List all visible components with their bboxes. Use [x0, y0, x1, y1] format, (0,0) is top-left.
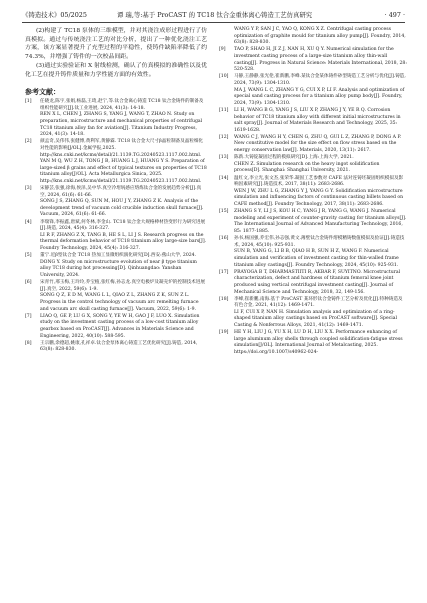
reference-text	[234, 74, 407, 107]
reference-entry	[25, 186, 207, 219]
reference-line: WEN J W, ZHU L G, ZHANG Y J, YANG G Y. Solidification microstructure simulation and influencing factors of continuous casting billets based on CAFE method[J]. Foundry Technology, 2017, 38(11): 2683-2686.	[234, 188, 404, 207]
reference-number: [6]	[25, 280, 32, 286]
reference-line: WANG Y P, SAN J C, YAO Q, KONG X Z. Centrifugal casting process optimization of graphite mould for titanium alloy pump[J]. Foundry, 2014, 63(8): 828-830.	[234, 27, 406, 46]
reference-entry	[219, 135, 407, 155]
page-number: · 497 ·	[384, 11, 405, 19]
journal-name: 《铸造技术》05/2025	[22, 11, 87, 19]
reference-text	[40, 99, 207, 139]
reference-line: 颜孟奇,吴伟伟,张健博,黄利军,黄静霖. TC18 钛合金大尺寸β晶粒制备及晶粒细化对性能的影响[J/OL].金属学报,2025. http://kns.cnki.net/kcms/detail/21.1139.TG.20240523.1117.002.html.	[40, 139, 204, 158]
reference-line: REN X L, CHEN J, ZHANG S, YANG J, WANG T, ZHAO N. Study on preparation, microstructure and mechanical properties of centrifugal TC18 titanium alloy fan for aviation[J]. Titanium Industry Progress, 2024, 41(3): 14-18.	[40, 112, 203, 138]
reference-entry	[219, 236, 407, 269]
reference-number: [13]	[219, 155, 229, 161]
reference-number: [14]	[219, 175, 229, 181]
left-column	[25, 27, 207, 354]
reference-number: [11]	[219, 107, 229, 113]
reference-line: 马静,王静静,张光伦,崔新鹏,李峰.某钛合金某体铸件砂型铸造工艺分析与优化[J].铸造, 2024, 73(9): 1304-1310.	[234, 74, 406, 86]
reference-text	[234, 209, 407, 235]
reference-entry	[25, 253, 207, 279]
reference-text	[234, 155, 407, 175]
reference-entry	[25, 99, 207, 139]
reference-text	[40, 253, 207, 279]
reference-line: 温红文,李立光,张文杰,张荣华.凝固工艺参数对 CAFE 法对连铸坯凝固组织模拟及影响因素研究[J].铸造技术, 2017, 38(11): 2683-2686.	[234, 175, 404, 188]
reference-entry	[219, 209, 407, 235]
right-column	[219, 27, 407, 357]
reference-text	[40, 220, 207, 253]
reference-number: [2]	[25, 139, 32, 145]
article-running-title: 谭 瑞,等:基于 ProCAST 的 TC18 钛合金重体离心铸造工艺仿真研究	[117, 11, 313, 19]
reference-number: [9]	[219, 47, 226, 53]
reference-text	[234, 135, 407, 155]
reference-number: [3]	[25, 186, 32, 192]
reference-text	[40, 139, 207, 185]
reference-number: [19]	[219, 330, 229, 336]
reference-line: 李瑞锋,李振鑫,唐斌,何冬林,李金山. TC18 钛合金大规格棒材热变形行为研究进展[J].铸造, 2024, 45(4): 316-327.	[40, 219, 206, 232]
reference-text	[234, 330, 407, 356]
reference-line: YAN M Q, WU Z H, TONG J B, HUANG L J, HUANG Y S. Preparation of large-sized β grains and effect of typical textures on properties of TC18 titanium alloy[J/OL]. Acta Metallurgica Sinica, 2025. http://kns.cnki.net/kcms/detail/21.1139.TG.20240523.1117.002.html.	[40, 159, 207, 184]
reference-number: [15]	[219, 209, 229, 215]
reference-entry	[219, 270, 407, 296]
reference-entry	[25, 139, 207, 185]
reference-entry	[219, 47, 407, 73]
conclusion-paragraph-3: (3)通过实验验证和 X 射线检测，确认了仿真模拟的准确性以及优化工艺在提升铸件质量和力学性能方面的有效性。	[25, 63, 207, 78]
reference-line: TAO P, SHAO H, JI Z J, NAN H, XU Q Y. Numerical simulation for the investment casting process of a large-size titanium alloy thin-wall casting[J]. Progress in Natural Science: Materials International, 2018, 28: 520-528.	[234, 47, 407, 73]
reference-entry	[25, 220, 207, 253]
reference-text	[40, 280, 207, 313]
reference-line: 孙书,杨国强,乔宏伟,孙志强,黄文.薄壁钛合金铸件熔模精铸数值模拟及验证[J].铸造技术, 2024, 45(10): 925-931.	[234, 236, 405, 248]
reference-entry	[219, 27, 407, 47]
reference-entry	[25, 280, 207, 313]
reference-line: 宋静芸,张强,徐海,侯泽,吴中华.真空冷坩埚感应熔炼钛合金的发展趋势分析[J].真空, 2024, 61(6): 61-66.	[40, 186, 202, 198]
reference-line: SUN B, YANG G, LI B B, QIAO H B, SUN H Z, WANG F. Numerical simulation and verification of investment casting for thin-walled frame titanium alloy castings[J]. Foundry Technology, 2024, 45(10): 925-931.	[234, 249, 399, 268]
reference-line: LI F, CUI X P, NAN H. Simulation analysis and optimization of a ring-shaped titanium alloy castings based on ProCAST software[J]. Special Casting & Nonferrous Alloys, 2021, 41(12): 1469-1471.	[234, 309, 397, 329]
references-heading: 参考文献：	[25, 87, 60, 96]
reference-line: DONG Y. Study on microstructure evolution of near β type titanium alloy TC18 during hot processing[D]. Qinhuangdao: Yanshan University, 2024.	[40, 259, 197, 278]
reference-line: 王宗鹏,余德超,姚康,孔祥卓.钛合金泵体离心铸造工艺优化研究[J].铸造, 2014, 63(8): 828-830.	[40, 340, 198, 353]
reference-number: [8]	[25, 340, 32, 346]
reference-entry	[219, 297, 407, 330]
running-header	[22, 8, 405, 23]
reference-line: LI R F, ZHANG Z X, TANG B, HE S L, LI J S. Research progress on the thermal deformation behavior of TC18 titanium alloy large-size bars[J]. Foundry Technology, 2024, 45(4): 316-327.	[40, 232, 207, 251]
reference-line: PRAYOGA B T, DHARMASTIITI R, AKBAR F, SUYITNO. Microstructural characterization, defect and hardness of titanium femoral knee joint produced using vertical centrifugal investment casting[J]. Journal of Mechanical Science and Technology, 2018, 32, 149-156.	[234, 269, 401, 295]
reference-text	[234, 27, 407, 47]
reference-text	[234, 176, 407, 209]
reference-number: [7]	[25, 313, 32, 319]
reference-line: MA J, WANG L C, ZHANG Y G, CUI X P, LI F. Analysis and optimization of special sand casting process for a titanium alloy pump body[J]. Foundry, 2024, 73(9): 1304-1310.	[234, 87, 405, 106]
reference-entry	[219, 155, 407, 175]
reference-list-right	[219, 27, 407, 357]
reference-number: [16]	[219, 236, 229, 242]
reference-line: WANG C J, WANG H Y, CHEN G, ZHU Q, GUI L Z, ZHANG P, DONG A P. New constitutive model for the size effect on flow stress based on the energy conservation law[J]. Materials, 2020, 13(11): 2617.	[234, 134, 402, 154]
reference-text	[40, 186, 207, 219]
reference-number: [18]	[219, 296, 229, 302]
reference-line: LI H, WANG B G, YANG J S, LIU X P, ZHANG J Y, YE R Q. Corrosion behavior of TC18 titanium alloy with different initial microstructures in salt spray[J]. Journal of Materials Research and Technology, 2025, 35: 1619-1628.	[234, 107, 401, 133]
reference-text	[40, 341, 207, 354]
reference-text	[234, 108, 407, 134]
reference-entry	[25, 341, 207, 354]
reference-number: [17]	[219, 269, 229, 275]
reference-line: ZHANG S Y, LI J S, KOU H C, YANG J R, YANG G, WANG J. Numerical modeling and experiment of counter-gravity casting for titanium alloys[J]. The International Journal of Advanced Manufacturing Technology, 2016, 85: 1877-1885.	[234, 209, 407, 234]
reference-text	[234, 270, 407, 296]
reference-line: 陈新.大铸锭凝固过程的模拟研究[D].上海:上海大学, 2021.	[234, 155, 354, 161]
reference-line: SONG Q Z, E D M, WANG L L, QIAO Z L, ZHANG Z K, SUN Z L. Progress in the control technology of vacuum arc remelting furnace and vacuum arc skull casting furnace[J]. Vacuum, 2022, 59(6): 1-9.	[40, 293, 199, 312]
reference-entry	[219, 108, 407, 134]
reference-number: [5]	[25, 253, 32, 259]
reference-line: 李峰,崔新鹏,南海.基于 ProCAST 某环形钛合金铸件工艺分析及优化[J].特种铸造及有色合金, 2021, 41(12): 1469-1471.	[234, 296, 403, 309]
reference-number	[219, 27, 234, 47]
reference-text	[234, 297, 407, 330]
reference-number: [10]	[219, 74, 229, 80]
reference-number: [1]	[25, 99, 32, 105]
reference-list-left	[25, 99, 207, 354]
reference-text	[234, 236, 407, 269]
reference-number: [4]	[25, 219, 32, 225]
reference-line: 董宁.近β型钛合金 TC18 热加工显微组织演化研究[D].西安:燕山大学, 2024.	[40, 253, 197, 259]
reference-text	[234, 47, 407, 73]
reference-line: SONG J S, ZHANG Q, SUN M, HOU J Y, ZHANG Z K. Analysis of the development trend of vacuum cold crucible induction skull furnace[J]. Vacuum, 2024, 61(6): 61-66.	[40, 199, 204, 218]
reference-number: [12]	[219, 134, 229, 140]
reference-line: LIAO Q, GE P, LU G X, SONG Y, YE W H, GAO J F, LUO X. Simulation study on the investment casting process of a low-cost titanium alloy gearbox based on ProCAST[J]. Advances in Materials Science and Engineering, 2022, 40(10): 588-595.	[40, 313, 200, 339]
reference-line: CHEN Z. Simulation research on the heavy ingot solidification process[D]. Shanghai: Shanghai University, 2021.	[234, 161, 380, 174]
reference-entry	[219, 330, 407, 356]
reference-entry	[25, 314, 207, 340]
reference-text	[40, 314, 207, 340]
reference-entry	[219, 176, 407, 209]
reference-line: 宋青竹,邢玉梅,王玲玲,乔宝植,张红梅,孙志龙.真空电极炉及凝壳炉的控制技术进展[J].真空, 2022, 59(6): 1-9.	[40, 280, 205, 292]
reference-line: HE Y H, LIU J G, YU X H, LU D H, LIU X X. Performance enhancing of large aluminum alloy shells through coupled solidification-fatigue stress simulation[J/OL]. International Journal of Metalcasting, 2025. https://doi.org/10.1007/s40962-024-	[234, 330, 403, 356]
conclusion-paragraph-2: (2)构建了 TC18 泵体的三维模型，并对其浇注成形过程进行了仿真模拟。通过与传统浇注工艺的对比分析，提出了一种优化浇注工艺方案，该方案显著提升了充型过程的平稳性，使铸件缺陷率降低了约 74.3%，并增强了铸件的一次校品间距。	[25, 28, 207, 60]
reference-entry	[219, 74, 407, 107]
reference-line: 任晓龙,陈宇,张娟,杨磊,王琦,赵宁,等.钛合金离心铸造 TC18 钛合金铸件的制备及组织性能研究[J].钛工业进展, 2024, 41(3): 14-18.	[40, 99, 204, 111]
